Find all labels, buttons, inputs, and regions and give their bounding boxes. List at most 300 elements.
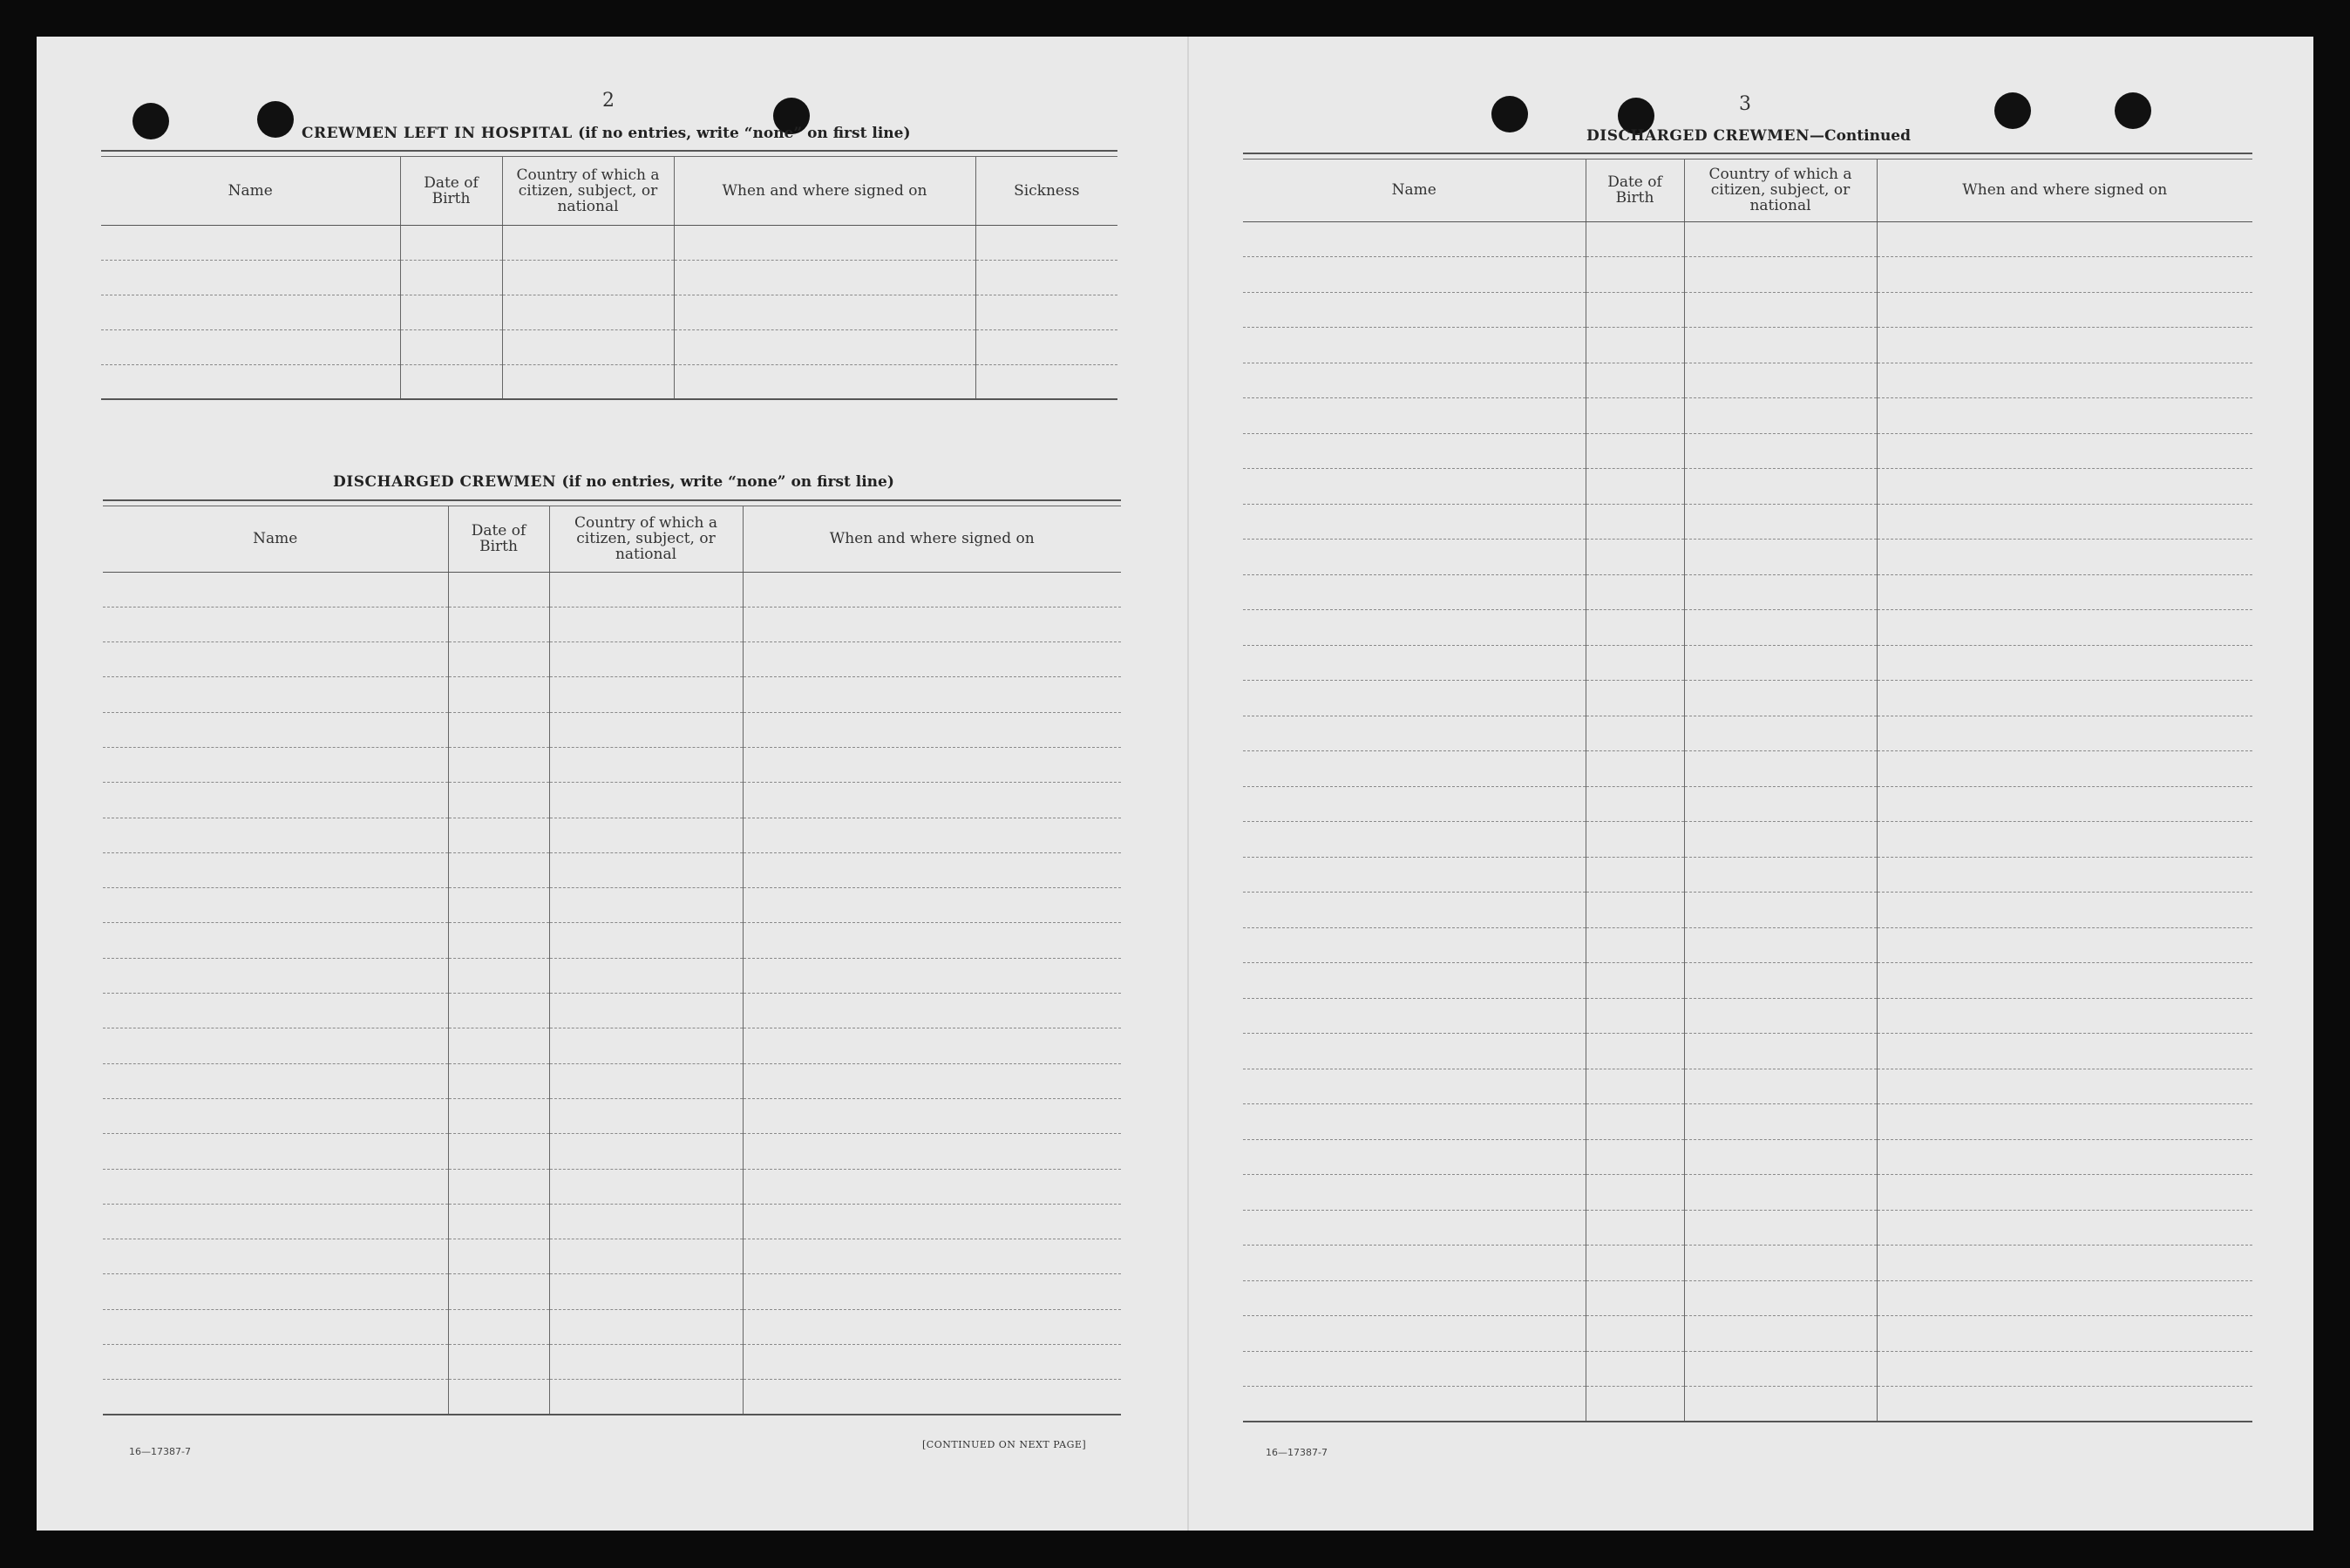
entry-cell[interactable] [549, 1239, 743, 1274]
entry-cell[interactable] [1877, 1351, 2252, 1387]
entry-cell[interactable] [743, 1309, 1121, 1344]
entry-cell[interactable] [1586, 1280, 1684, 1316]
entry-cell[interactable] [549, 677, 743, 712]
entry-cell[interactable] [448, 994, 549, 1028]
entry-cell[interactable] [1684, 469, 1877, 505]
entry-cell[interactable] [1243, 1316, 1586, 1352]
entry-cell[interactable] [103, 1063, 448, 1098]
table-row [103, 1204, 1121, 1239]
entry-cell[interactable] [1877, 751, 2252, 787]
entry-cell[interactable] [1243, 998, 1586, 1034]
entry-cell[interactable] [1877, 1034, 2252, 1069]
entry-cell[interactable] [1877, 540, 2252, 575]
entry-cell[interactable] [103, 1309, 448, 1344]
entry-cell[interactable] [1877, 504, 2252, 540]
entry-cell[interactable] [1586, 1034, 1684, 1069]
table-row [1243, 751, 2252, 787]
entry-cell[interactable] [448, 747, 549, 782]
entry-cell[interactable] [549, 1098, 743, 1133]
entry-cell[interactable] [1243, 963, 1586, 999]
entry-cell[interactable] [1877, 645, 2252, 681]
entry-cell[interactable] [1243, 292, 1586, 328]
entry-cell[interactable] [1684, 398, 1877, 434]
entry-cell[interactable] [103, 712, 448, 747]
entry-cell[interactable] [1586, 1210, 1684, 1246]
table-row [1243, 645, 2252, 681]
entry-cell[interactable] [1586, 1316, 1684, 1352]
entry-cell[interactable] [1586, 574, 1684, 610]
entry-cell[interactable] [448, 1169, 549, 1204]
entry-cell[interactable] [1877, 893, 2252, 928]
entry-cell[interactable] [502, 295, 674, 329]
entry-cell[interactable] [1586, 398, 1684, 434]
entry-cell[interactable] [549, 958, 743, 993]
table-row [1243, 1034, 2252, 1069]
entry-cell[interactable] [1684, 927, 1877, 963]
col-header-name: Name [1243, 159, 1586, 221]
entry-cell[interactable] [103, 1274, 448, 1309]
table-row [1243, 1069, 2252, 1104]
entry-cell[interactable] [674, 364, 975, 399]
entry-cell[interactable] [400, 225, 502, 260]
entry-cell[interactable] [1877, 610, 2252, 646]
entry-cell[interactable] [1243, 433, 1586, 469]
entry-cell[interactable] [549, 607, 743, 641]
entry-cell[interactable] [1586, 822, 1684, 858]
entry-cell[interactable] [1684, 292, 1877, 328]
entry-cell[interactable] [1877, 927, 2252, 963]
entry-cell[interactable] [103, 1134, 448, 1169]
entry-cell[interactable] [1684, 1280, 1877, 1316]
entry-cell[interactable] [549, 642, 743, 677]
entry-cell[interactable] [448, 1239, 549, 1274]
entry-cell[interactable] [448, 1204, 549, 1239]
entry-cell[interactable] [1684, 645, 1877, 681]
table-row [1243, 1246, 2252, 1281]
entry-cell[interactable] [103, 1098, 448, 1133]
entry-cell[interactable] [1684, 363, 1877, 398]
entry-cell[interactable] [1243, 786, 1586, 822]
entry-cell[interactable] [743, 1098, 1121, 1133]
entry-cell[interactable] [448, 1063, 549, 1098]
entry-cell[interactable] [1586, 716, 1684, 751]
entry-cell[interactable] [1586, 1175, 1684, 1211]
entry-cell[interactable] [549, 994, 743, 1028]
entry-cell[interactable] [1684, 1316, 1877, 1352]
entry-cell[interactable] [1586, 433, 1684, 469]
entry-cell[interactable] [1877, 221, 2252, 257]
entry-cell[interactable] [1243, 716, 1586, 751]
entry-cell[interactable] [448, 1274, 549, 1309]
entry-cell[interactable] [1684, 1387, 1877, 1422]
entry-cell[interactable] [1586, 893, 1684, 928]
entry-cell[interactable] [448, 1380, 549, 1415]
entry-cell[interactable] [1684, 716, 1877, 751]
entry-cell[interactable] [1877, 998, 2252, 1034]
entry-cell[interactable] [1243, 504, 1586, 540]
entry-cell[interactable] [975, 364, 1117, 399]
entry-cell[interactable] [1877, 963, 2252, 999]
entry-cell[interactable] [1586, 1104, 1684, 1140]
table-row [1243, 540, 2252, 575]
entry-cell[interactable] [502, 225, 674, 260]
entry-cell[interactable] [1877, 1139, 2252, 1175]
entry-cell[interactable] [1877, 1175, 2252, 1211]
entry-cell[interactable] [1243, 1104, 1586, 1140]
entry-cell[interactable] [103, 1169, 448, 1204]
entry-cell[interactable] [1586, 998, 1684, 1034]
entry-cell[interactable] [1684, 857, 1877, 893]
entry-cell[interactable] [103, 818, 448, 852]
entry-cell[interactable] [1877, 574, 2252, 610]
entry-cell[interactable] [1684, 1034, 1877, 1069]
entry-cell[interactable] [1877, 1316, 2252, 1352]
table-row [103, 1169, 1121, 1204]
entry-cell[interactable] [103, 1028, 448, 1063]
table-row [1243, 398, 2252, 434]
entry-cell[interactable] [1877, 1387, 2252, 1422]
entry-cell[interactable] [1243, 681, 1586, 716]
entry-cell[interactable] [502, 364, 674, 399]
punch-hole [1994, 92, 2031, 129]
entry-cell[interactable] [448, 1098, 549, 1133]
entry-cell[interactable] [103, 747, 448, 782]
entry-cell[interactable] [743, 747, 1121, 782]
entry-cell[interactable] [743, 818, 1121, 852]
entry-cell[interactable] [743, 1380, 1121, 1415]
entry-cell[interactable] [1586, 645, 1684, 681]
entry-cell[interactable] [674, 225, 975, 260]
entry-cell[interactable] [549, 1134, 743, 1169]
entry-cell[interactable] [1243, 1246, 1586, 1281]
entry-cell[interactable] [743, 1204, 1121, 1239]
entry-cell[interactable] [1243, 610, 1586, 646]
entry-cell[interactable] [1243, 328, 1586, 363]
entry-cell[interactable] [975, 225, 1117, 260]
entry-cell[interactable] [743, 572, 1121, 607]
entry-cell[interactable] [1586, 610, 1684, 646]
entry-cell[interactable] [448, 1028, 549, 1063]
entry-cell[interactable] [448, 888, 549, 923]
entry-cell[interactable] [1684, 1246, 1877, 1281]
table-row [103, 783, 1121, 818]
entry-cell[interactable] [1243, 1387, 1586, 1422]
entry-cell[interactable] [1243, 1069, 1586, 1104]
continued-suffix: —Continued [1810, 127, 1912, 145]
col-header-signed-on: When and where signed on [674, 157, 975, 225]
entry-cell[interactable] [1243, 893, 1586, 928]
table-row [1243, 504, 2252, 540]
entry-cell[interactable] [103, 852, 448, 887]
entry-cell[interactable] [1684, 1069, 1877, 1104]
entry-cell[interactable] [674, 295, 975, 329]
entry-cell[interactable] [1243, 540, 1586, 575]
entry-cell[interactable] [448, 852, 549, 887]
entry-cell[interactable] [743, 783, 1121, 818]
table-row [1243, 221, 2252, 257]
entry-cell[interactable] [1684, 221, 1877, 257]
entry-cell[interactable] [1684, 504, 1877, 540]
entry-cell[interactable] [1586, 927, 1684, 963]
entry-cell[interactable] [743, 1169, 1121, 1204]
entry-cell[interactable] [1586, 786, 1684, 822]
entry-cell[interactable] [1586, 363, 1684, 398]
entry-cell[interactable] [400, 295, 502, 329]
entry-cell[interactable] [103, 572, 448, 607]
entry-cell[interactable] [448, 783, 549, 818]
entry-cell[interactable] [1243, 1210, 1586, 1246]
entry-cell[interactable] [1586, 257, 1684, 293]
entry-cell[interactable] [1877, 433, 2252, 469]
entry-cell[interactable] [448, 958, 549, 993]
entry-cell[interactable] [1586, 1069, 1684, 1104]
entry-cell[interactable] [743, 1063, 1121, 1098]
entry-cell[interactable] [1684, 1139, 1877, 1175]
entry-cell[interactable] [448, 712, 549, 747]
table-row [1243, 1351, 2252, 1387]
entry-cell[interactable] [400, 329, 502, 364]
entry-cell[interactable] [1684, 574, 1877, 610]
table-row [1243, 433, 2252, 469]
table-row [1243, 822, 2252, 858]
discharged-top-rule [103, 499, 1121, 506]
col-header-date-of-birth: Date of Birth [400, 157, 502, 225]
table-row [1243, 1280, 2252, 1316]
entry-cell[interactable] [448, 642, 549, 677]
entry-cell[interactable] [743, 852, 1121, 887]
entry-cell[interactable] [549, 1345, 743, 1380]
entry-cell[interactable] [743, 1239, 1121, 1274]
entry-cell[interactable] [1586, 292, 1684, 328]
table-row [103, 1309, 1121, 1344]
entry-cell[interactable] [1586, 221, 1684, 257]
entry-cell[interactable] [103, 677, 448, 712]
entry-cell[interactable] [1877, 786, 2252, 822]
table-row [1243, 927, 2252, 963]
entry-cell[interactable] [1877, 292, 2252, 328]
table-row [103, 923, 1121, 958]
entry-cell[interactable] [1243, 1175, 1586, 1211]
entry-cell[interactable] [1586, 681, 1684, 716]
entry-cell[interactable] [549, 1063, 743, 1098]
entry-cell[interactable] [743, 958, 1121, 993]
entry-cell[interactable] [1684, 257, 1877, 293]
entry-cell[interactable] [448, 1309, 549, 1344]
entry-cell[interactable] [1243, 469, 1586, 505]
entry-cell[interactable] [1586, 751, 1684, 787]
entry-cell[interactable] [549, 923, 743, 958]
entry-cell[interactable] [1243, 645, 1586, 681]
entry-cell[interactable] [549, 783, 743, 818]
entry-cell[interactable] [400, 260, 502, 295]
entry-cell[interactable] [1243, 1139, 1586, 1175]
entry-cell[interactable] [743, 1028, 1121, 1063]
entry-cell[interactable] [1877, 1104, 2252, 1140]
entry-cell[interactable] [448, 677, 549, 712]
punch-hole [2115, 92, 2151, 129]
entry-cell[interactable] [1684, 963, 1877, 999]
entry-cell[interactable] [975, 295, 1117, 329]
entry-cell[interactable] [103, 642, 448, 677]
entry-cell[interactable] [502, 260, 674, 295]
entry-cell[interactable] [743, 923, 1121, 958]
entry-cell[interactable] [743, 888, 1121, 923]
entry-cell[interactable] [1684, 540, 1877, 575]
entry-cell[interactable] [1684, 1175, 1877, 1211]
entry-cell[interactable] [549, 1204, 743, 1239]
entry-cell[interactable] [674, 329, 975, 364]
entry-cell[interactable] [1684, 610, 1877, 646]
entry-cell[interactable] [1877, 1210, 2252, 1246]
entry-cell[interactable] [101, 329, 400, 364]
entry-cell[interactable] [743, 677, 1121, 712]
entry-cell[interactable] [549, 818, 743, 852]
entry-cell[interactable] [743, 1134, 1121, 1169]
entry-cell[interactable] [1243, 574, 1586, 610]
entry-cell[interactable] [448, 607, 549, 641]
entry-cell[interactable] [1684, 786, 1877, 822]
entry-cell[interactable] [400, 364, 502, 399]
entry-cell[interactable] [103, 607, 448, 641]
entry-cell[interactable] [549, 712, 743, 747]
table-row [103, 994, 1121, 1028]
entry-cell[interactable] [101, 260, 400, 295]
entry-cell[interactable] [103, 1239, 448, 1274]
col-header-signed-on: When and where signed on [743, 506, 1121, 572]
entry-cell[interactable] [1684, 822, 1877, 858]
entry-cell[interactable] [1243, 1351, 1586, 1387]
entry-cell[interactable] [1243, 1280, 1586, 1316]
entry-cell[interactable] [1877, 257, 2252, 293]
table-row [103, 607, 1121, 641]
entry-cell[interactable] [1586, 1387, 1684, 1422]
entry-cell[interactable] [1877, 1069, 2252, 1104]
entry-cell[interactable] [448, 572, 549, 607]
entry-cell[interactable] [101, 225, 400, 260]
entry-cell[interactable] [103, 958, 448, 993]
entry-cell[interactable] [1684, 1351, 1877, 1387]
entry-cell[interactable] [1877, 681, 2252, 716]
entry-cell[interactable] [1243, 751, 1586, 787]
entry-cell[interactable] [975, 329, 1117, 364]
page-number-right: 3 [1739, 93, 1751, 115]
entry-cell[interactable] [1586, 963, 1684, 999]
entry-cell[interactable] [103, 923, 448, 958]
entry-cell[interactable] [1243, 822, 1586, 858]
entry-cell[interactable] [1684, 1104, 1877, 1140]
entry-cell[interactable] [549, 1169, 743, 1204]
entry-cell[interactable] [1243, 398, 1586, 434]
entry-cell[interactable] [1684, 893, 1877, 928]
entry-cell[interactable] [743, 642, 1121, 677]
entry-cell[interactable] [1877, 469, 2252, 505]
entry-cell[interactable] [101, 295, 400, 329]
col-header-country: Country of which a citizen, subject, or national [502, 157, 674, 225]
entry-cell[interactable] [448, 1345, 549, 1380]
table-row [103, 1239, 1121, 1274]
entry-cell[interactable] [1684, 328, 1877, 363]
entry-cell[interactable] [448, 1134, 549, 1169]
entry-cell[interactable] [1586, 1351, 1684, 1387]
entry-cell[interactable] [103, 994, 448, 1028]
entry-cell[interactable] [103, 1204, 448, 1239]
entry-cell[interactable] [743, 1345, 1121, 1380]
entry-cell[interactable] [1877, 1246, 2252, 1281]
entry-cell[interactable] [975, 260, 1117, 295]
entry-cell[interactable] [549, 888, 743, 923]
entry-cell[interactable] [448, 818, 549, 852]
entry-cell[interactable] [1243, 927, 1586, 963]
entry-cell[interactable] [448, 923, 549, 958]
entry-cell[interactable] [743, 607, 1121, 641]
table-row [1243, 963, 2252, 999]
entry-cell[interactable] [549, 1309, 743, 1344]
entry-cell[interactable] [1684, 1210, 1877, 1246]
entry-cell[interactable] [103, 783, 448, 818]
entry-cell[interactable] [1877, 363, 2252, 398]
entry-cell[interactable] [103, 1380, 448, 1415]
entry-cell[interactable] [1243, 257, 1586, 293]
entry-cell[interactable] [1586, 469, 1684, 505]
entry-cell[interactable] [674, 260, 975, 295]
entry-cell[interactable] [1243, 1034, 1586, 1069]
entry-cell[interactable] [101, 364, 400, 399]
entry-cell[interactable] [1586, 1246, 1684, 1281]
entry-cell[interactable] [1243, 221, 1586, 257]
discharged-continued-title [1586, 127, 1911, 145]
table-row [1243, 681, 2252, 716]
entry-cell[interactable] [549, 852, 743, 887]
entry-cell[interactable] [1243, 857, 1586, 893]
hospital-title-text: CREWMEN LEFT IN HOSPITAL [302, 125, 573, 142]
discharged-section-title [333, 473, 894, 491]
entry-cell[interactable] [1877, 716, 2252, 751]
entry-cell[interactable] [1877, 822, 2252, 858]
entry-cell[interactable] [549, 747, 743, 782]
entry-cell[interactable] [1586, 328, 1684, 363]
entry-cell[interactable] [1877, 1280, 2252, 1316]
entry-cell[interactable] [1877, 398, 2252, 434]
entry-cell[interactable] [1877, 857, 2252, 893]
hospital-table [101, 157, 1117, 400]
entry-cell[interactable] [743, 1274, 1121, 1309]
entry-cell[interactable] [502, 329, 674, 364]
entry-cell[interactable] [1684, 998, 1877, 1034]
table-row [103, 677, 1121, 712]
entry-cell[interactable] [1586, 504, 1684, 540]
entry-cell[interactable] [743, 712, 1121, 747]
entry-cell[interactable] [1243, 363, 1586, 398]
table-row [1243, 1387, 2252, 1422]
entry-cell[interactable] [1877, 328, 2252, 363]
entry-cell[interactable] [549, 1274, 743, 1309]
entry-cell[interactable] [103, 888, 448, 923]
col-header-name: Name [103, 506, 448, 572]
entry-cell[interactable] [743, 994, 1121, 1028]
entry-cell[interactable] [1586, 540, 1684, 575]
entry-cell[interactable] [1586, 1139, 1684, 1175]
entry-cell[interactable] [549, 572, 743, 607]
entry-cell[interactable] [1684, 681, 1877, 716]
table-row [1243, 1175, 2252, 1211]
entry-cell[interactable] [1586, 857, 1684, 893]
entry-cell[interactable] [549, 1028, 743, 1063]
entry-cell[interactable] [549, 1380, 743, 1415]
entry-cell[interactable] [103, 1345, 448, 1380]
entry-cell[interactable] [1684, 751, 1877, 787]
entry-cell[interactable] [1684, 433, 1877, 469]
table-row [103, 818, 1121, 852]
